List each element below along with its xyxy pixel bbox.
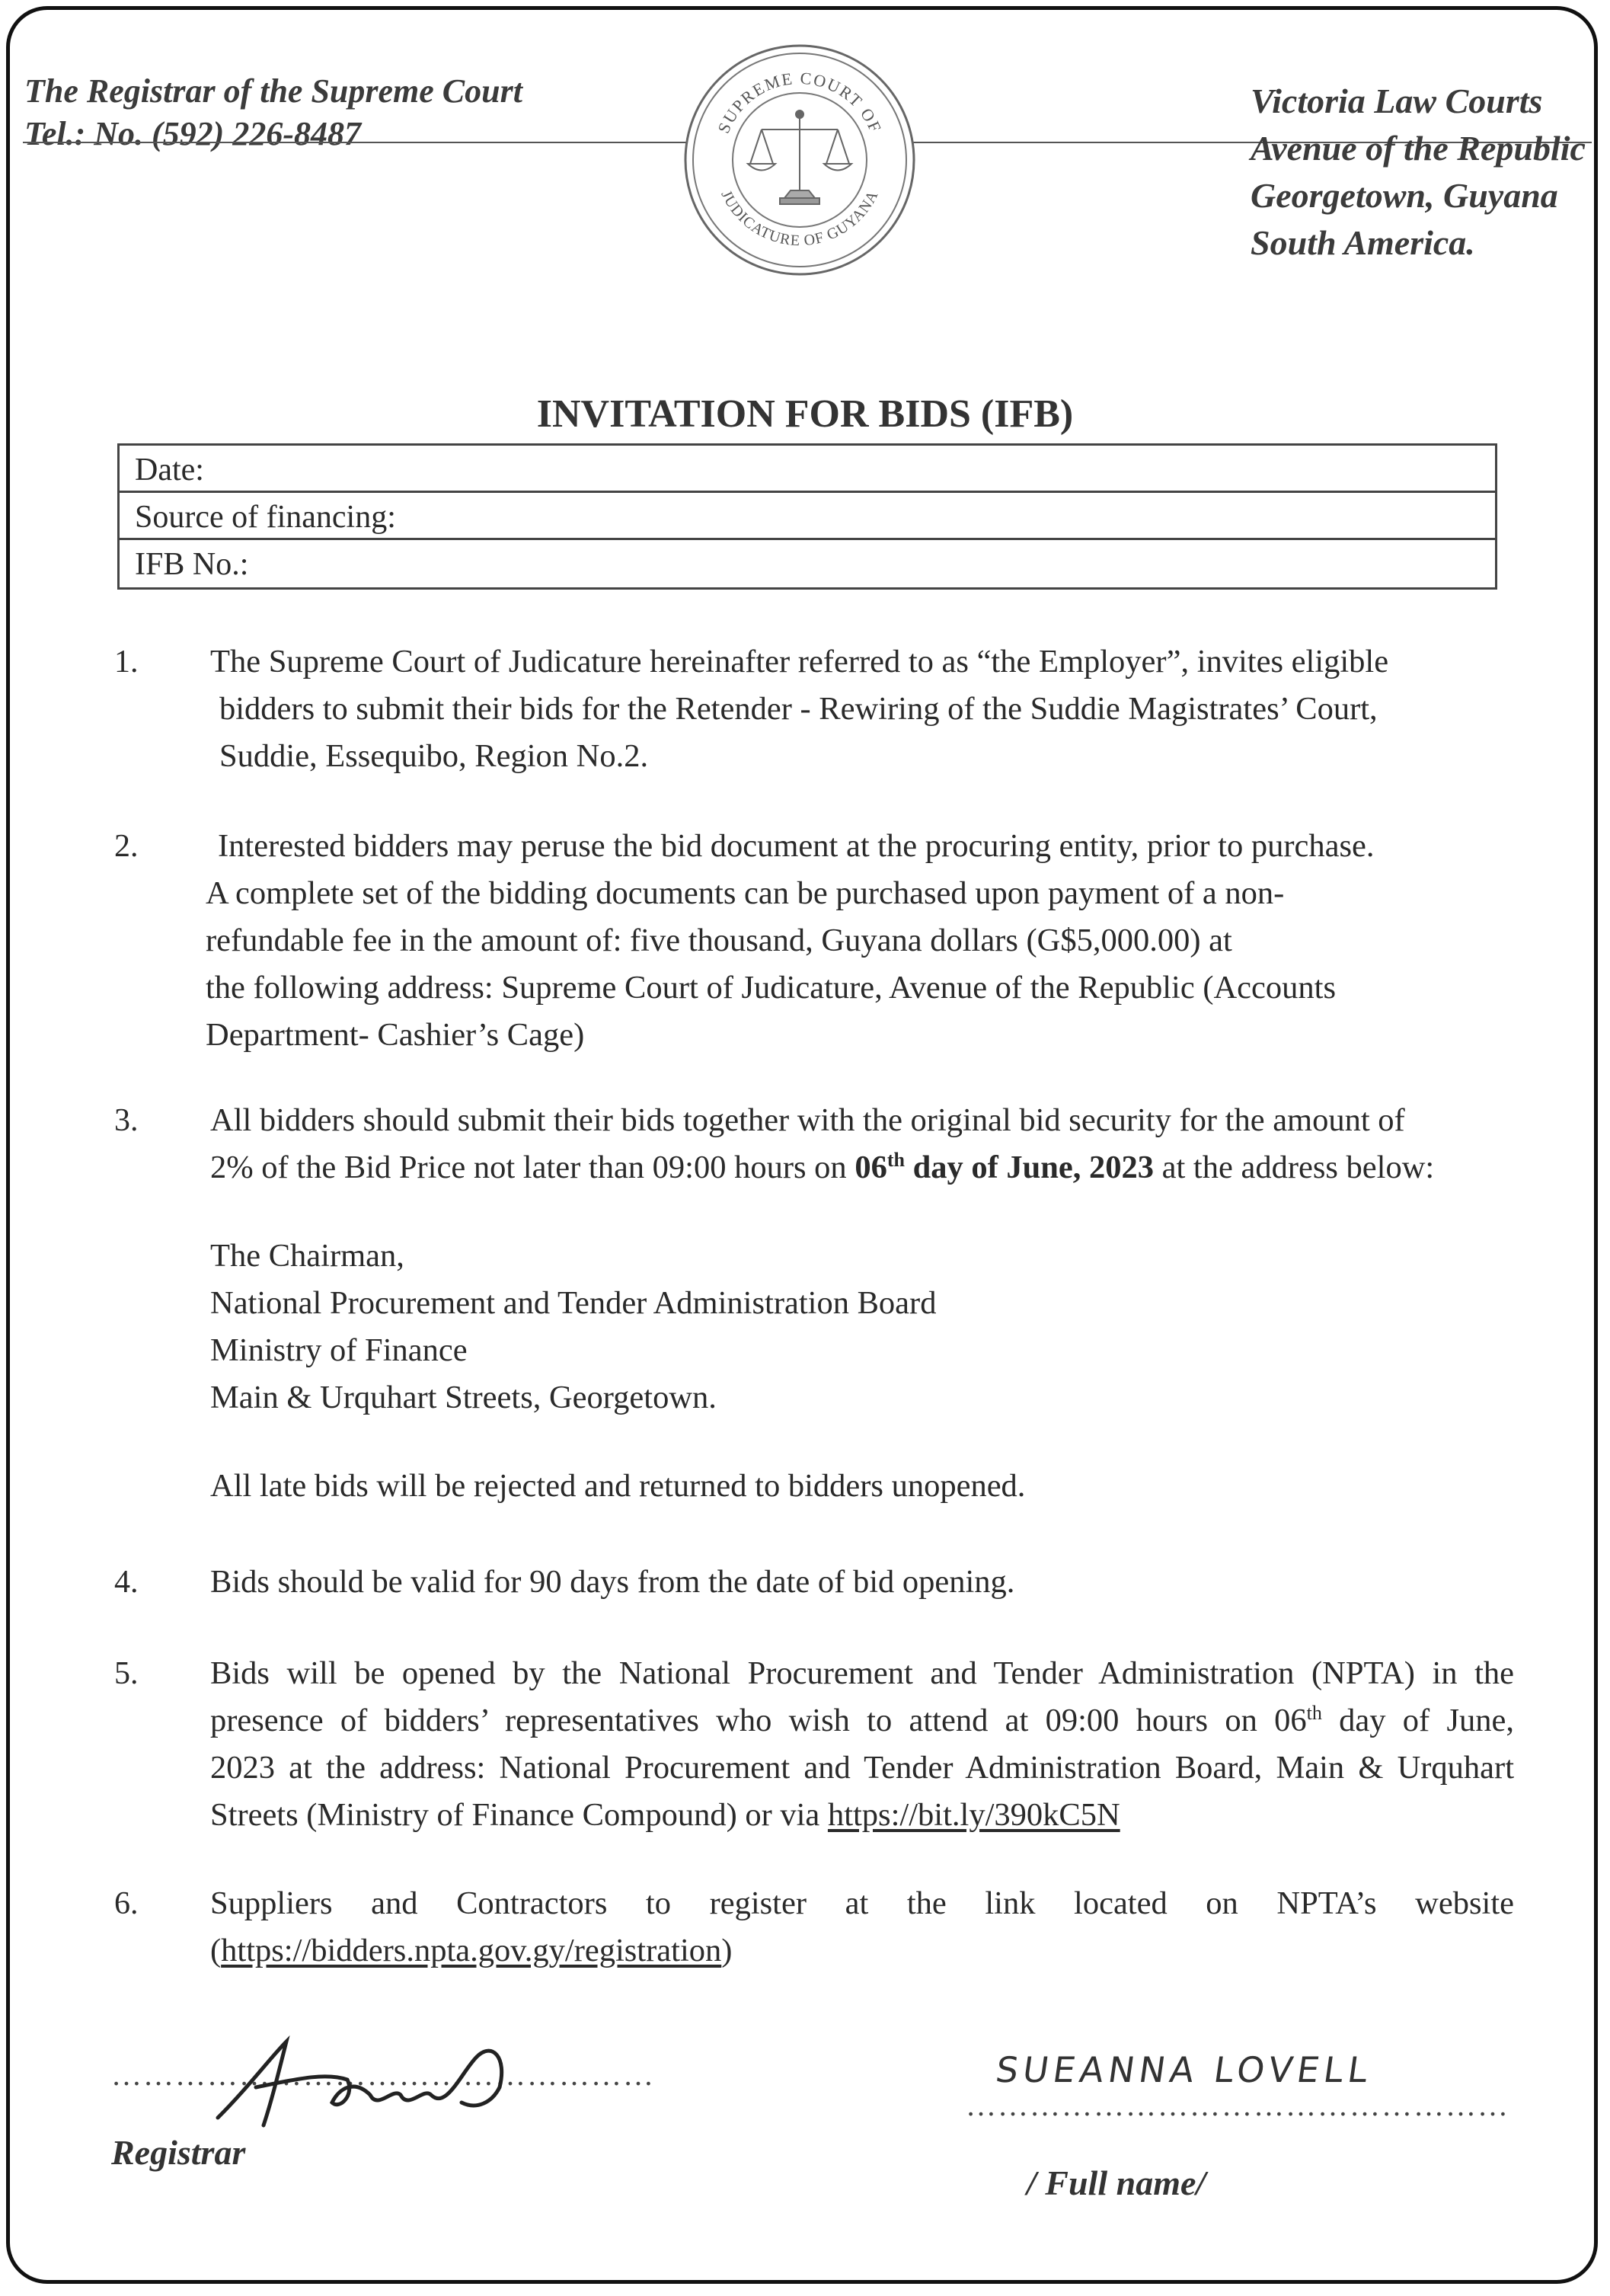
clause-line: Suppliers and Contractors to register at the link located on NPTA’s website: [210, 1885, 1514, 1921]
registrar-phone: Tel.: No. (592) 226-8487: [24, 115, 361, 152]
fullname-signature-line: ……………………………………………: [966, 2088, 1509, 2122]
registrar-label: Registrar: [111, 2133, 246, 2172]
clause-text-run: day of June,: [1321, 1703, 1514, 1738]
registrar-title: The Registrar of the Supreme Court: [24, 72, 522, 110]
ministry-line: Ministry of Finance: [210, 1332, 468, 1368]
clause-text-run: Streets (Ministry of Finance Compound) or via: [210, 1797, 828, 1833]
clause-line: The Supreme Court of Judicature hereinafter referred to as “the Employer”, invites eligible: [210, 644, 1389, 680]
ordinal-suffix: th: [886, 1148, 905, 1171]
clause-line: refundable fee in the amount of: five thousand, Guyana dollars (G$5,000.00) at: [206, 923, 1232, 958]
deadline-day: 06: [855, 1150, 887, 1185]
chairman-line: The Chairman,: [210, 1238, 404, 1274]
ordinal-suffix: th: [1306, 1701, 1322, 1724]
clause-line: bidders to submit their bids for the Retender - Rewiring of the Suddie Magistrates’ Court,: [219, 691, 1378, 727]
clause-line: Suddie, Essequibo, Region No.2.: [219, 738, 649, 774]
seal-top-text: SUPREME COURT OF: [714, 68, 886, 136]
clause-text: [210, 1880, 1514, 1975]
clause-text-run: ): [721, 1933, 733, 1968]
clause-number: 5.: [114, 1656, 139, 1691]
clause-line: Bids should be valid for 90 days from the date of bid opening.: [210, 1564, 1015, 1600]
financing-row: Source of financing:: [120, 493, 1495, 540]
clause-number: 4.: [114, 1565, 139, 1600]
ifb-info-table: [117, 443, 1497, 590]
clause-line: [210, 1927, 1514, 1975]
clause-number: 1.: [114, 644, 139, 680]
address-line-4: South America.: [1251, 223, 1475, 262]
clause-text: [206, 823, 1514, 1059]
clause-number: 3.: [114, 1103, 139, 1138]
clause-text-run: at the address below:: [1154, 1150, 1435, 1185]
clause-line: Interested bidders may peruse the bid document at the procuring entity, prior to purchase.: [218, 828, 1375, 864]
registrar-signature-mark: [203, 2026, 553, 2133]
address-line-2: Avenue of the Republic: [1251, 129, 1586, 168]
registrar-signature-block: [111, 2057, 655, 2173]
clause-text-run: presence of bidders’ representatives who wish to attend at 09:00 hours on 06: [210, 1703, 1307, 1738]
full-name-label: / Full name/: [1027, 2163, 1206, 2202]
deadline-date: day of June, 2023: [904, 1150, 1154, 1185]
clause-number: 2.: [114, 829, 139, 864]
npta-link[interactable]: https://bit.ly/390kC5N: [827, 1797, 1120, 1833]
clause-text-run: (: [210, 1933, 222, 1968]
board-line: National Procurement and Tender Administration Board: [210, 1285, 937, 1321]
clause-text-run: 2% of the Bid Price not later than 09:00 hours on: [210, 1150, 855, 1185]
header-right: [1251, 78, 1586, 267]
court-seal: [678, 38, 922, 282]
registrar-signature-line: ……………………………………………: [111, 2058, 655, 2092]
clause-line: 2023 at the address: National Procurement and Tender Administration Board, Main & Urquhart: [210, 1750, 1514, 1786]
clause-line: Bids will be opened by the National Procurement and Tender Administration (NPTA) in the: [210, 1655, 1514, 1691]
clause-text: [210, 1559, 1514, 1606]
document-title: INVITATION FOR BIDS (IFB): [536, 392, 1074, 436]
clause-text: [210, 638, 1514, 780]
address-line-3: Georgetown, Guyana: [1251, 176, 1558, 215]
ifb-number-row: IFB No.:: [135, 547, 249, 582]
clause-text: [210, 1650, 1514, 1839]
clause-line: Department- Cashier’s Cage): [206, 1017, 585, 1053]
clause-line: the following address: Supreme Court of Judicature, Avenue of the Republic (Accounts: [206, 970, 1336, 1006]
registration-link[interactable]: https://bidders.npta.gov.gy/registration: [221, 1933, 722, 1968]
handwritten-full-name: SUEANNA LOVELL: [993, 2049, 1375, 2090]
clause-line: A complete set of the bidding documents can be purchased upon payment of a non-: [206, 875, 1285, 911]
clause-line: [210, 1144, 1514, 1191]
clause-line: [210, 1697, 1514, 1744]
clause-text: [210, 1097, 1514, 1510]
fullname-signature-block: [966, 2049, 1509, 2203]
late-bids-note: All late bids will be rejected and returned to bidders unopened.: [210, 1468, 1026, 1504]
clause-number: 6.: [114, 1886, 139, 1921]
seal-bottom-text: JUDICATURE OF GUYANA: [717, 187, 882, 250]
clause-line: All bidders should submit their bids together with the original bid security for the amount of: [210, 1102, 1405, 1138]
date-row: Date:: [120, 446, 1495, 493]
clause-line: [210, 1792, 1514, 1839]
address-line-1: Victoria Law Courts: [1251, 82, 1543, 120]
street-line: Main & Urquhart Streets, Georgetown.: [210, 1380, 717, 1415]
